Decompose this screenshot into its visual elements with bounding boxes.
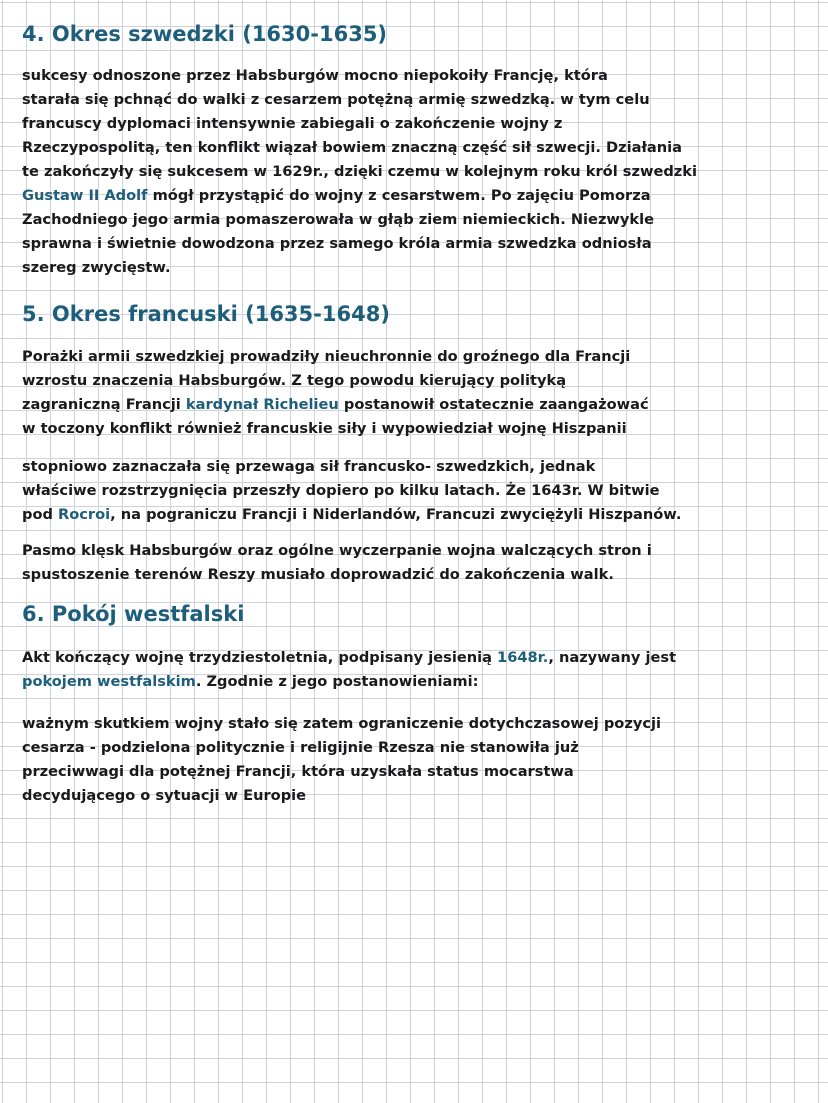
section-4-paragraph-1 <box>22 64 822 280</box>
text-line <box>22 369 822 393</box>
text-run: cesarza - podzielona politycznie i religijnie Rzesza nie stanowiła już <box>22 739 579 756</box>
text-line <box>22 736 822 760</box>
highlighted-term: 1648r. <box>497 649 549 666</box>
text-run: ważnym skutkiem wojny stało się zatem ograniczenie dotychczasowej pozycji <box>22 715 661 732</box>
text-run: wzrostu znaczenia Habsburgów. Z tego powodu kierujący polityką <box>22 372 567 389</box>
text-run: spustoszenie terenów Reszy musiało doprowadzić do zakończenia walk. <box>22 566 614 583</box>
section-6-paragraph-1 <box>22 646 822 694</box>
section-6-heading: 6. Pokój westfalski <box>22 602 245 626</box>
text-run: w toczony konflikt również francuskie siły i wypowiedział wojnę Hiszpanii <box>22 420 627 437</box>
text-run: decydującego o sytuacji w Europie <box>22 787 307 804</box>
highlighted-term: Rocroi <box>58 506 111 523</box>
text-line <box>22 88 822 112</box>
section-5-paragraph-1 <box>22 345 822 441</box>
text-line <box>22 503 822 527</box>
text-run: pod <box>22 506 58 523</box>
text-line <box>22 232 822 256</box>
highlighted-term: pokojem westfalskim <box>22 673 196 690</box>
text-run: te zakończyły się sukcesem w 1629r., dzięki czemu w kolejnym roku król szwedzki <box>22 163 697 180</box>
text-line <box>22 160 822 184</box>
section-5-heading: 5. Okres francuski (1635-1648) <box>22 302 390 326</box>
text-run: Akt kończący wojnę trzydziestoletnia, podpisany jesienią <box>22 649 498 666</box>
text-line <box>22 256 822 280</box>
text-run: starała się pchnąć do walki z cesarzem potężną armię szwedzką. w tym celu <box>22 91 650 108</box>
highlighted-term: Gustaw II Adolf <box>22 187 148 204</box>
text-line <box>22 417 822 441</box>
text-line <box>22 455 822 479</box>
text-run: sprawna i świetnie dowodzona przez samego króla armia szwedzka odniosła <box>22 235 652 252</box>
text-run: postanowił ostatecznie zaangażować <box>338 396 649 413</box>
text-line <box>22 345 822 369</box>
text-line <box>22 712 822 736</box>
text-run: zagraniczną Francji <box>22 396 186 413</box>
text-run: francuscy dyplomaci intensywnie zabiegali o zakończenie wojny z <box>22 115 563 132</box>
text-run: szereg zwycięstw. <box>22 259 171 276</box>
text-run: przeciwwagi dla potężnej Francji, która uzyskała status mocarstwa <box>22 763 574 780</box>
text-run: sukcesy odnoszone przez Habsburgów mocno niepokoiły Francję, która <box>22 67 608 84</box>
text-run: mógł przystąpić do wojny z cesarstwem. Po zajęciu Pomorza <box>147 187 651 204</box>
text-line <box>22 393 822 417</box>
text-run: stopniowo zaznaczała się przewaga sił francusko- szwedzkich, jednak <box>22 458 596 475</box>
text-line <box>22 646 822 670</box>
text-line <box>22 64 822 88</box>
text-run: właściwe rozstrzygnięcia przeszły dopiero po kilku latach. Że 1643r. W bitwie <box>22 482 660 499</box>
text-line <box>22 670 822 694</box>
section-4-heading: 4. Okres szwedzki (1630-1635) <box>22 22 388 46</box>
text-run: , na pograniczu Francji i Niderlandów, Francuzi zwyciężyli Hiszpanów. <box>110 506 682 523</box>
text-line <box>22 184 822 208</box>
text-run: . Zgodnie z jego postanowieniami: <box>195 673 479 690</box>
text-line <box>22 208 822 232</box>
text-run: Porażki armii szwedzkiej prowadziły nieuchronnie do groźnego dla Francji <box>22 348 631 365</box>
text-line <box>22 479 822 503</box>
text-line <box>22 112 822 136</box>
text-run: Rzeczypospolitą, ten konflikt wiązał bowiem znaczną część sił szwecji. Działania <box>22 139 682 156</box>
text-run: Pasmo klęsk Habsburgów oraz ogólne wyczerpanie wojna walczących stron i <box>22 542 652 559</box>
text-line <box>22 539 822 563</box>
text-run: , nazywany jest <box>548 649 677 666</box>
text-line <box>22 784 822 808</box>
section-6-paragraph-2 <box>22 712 822 808</box>
text-line <box>22 760 822 784</box>
text-line <box>22 563 822 587</box>
section-5-paragraph-3 <box>22 539 822 587</box>
highlighted-term: kardynał Richelieu <box>185 396 339 413</box>
section-5-paragraph-2 <box>22 455 822 527</box>
text-line <box>22 136 822 160</box>
text-run: Zachodniego jego armia pomaszerowała w głąb ziem niemieckich. Niezwykle <box>22 211 655 228</box>
